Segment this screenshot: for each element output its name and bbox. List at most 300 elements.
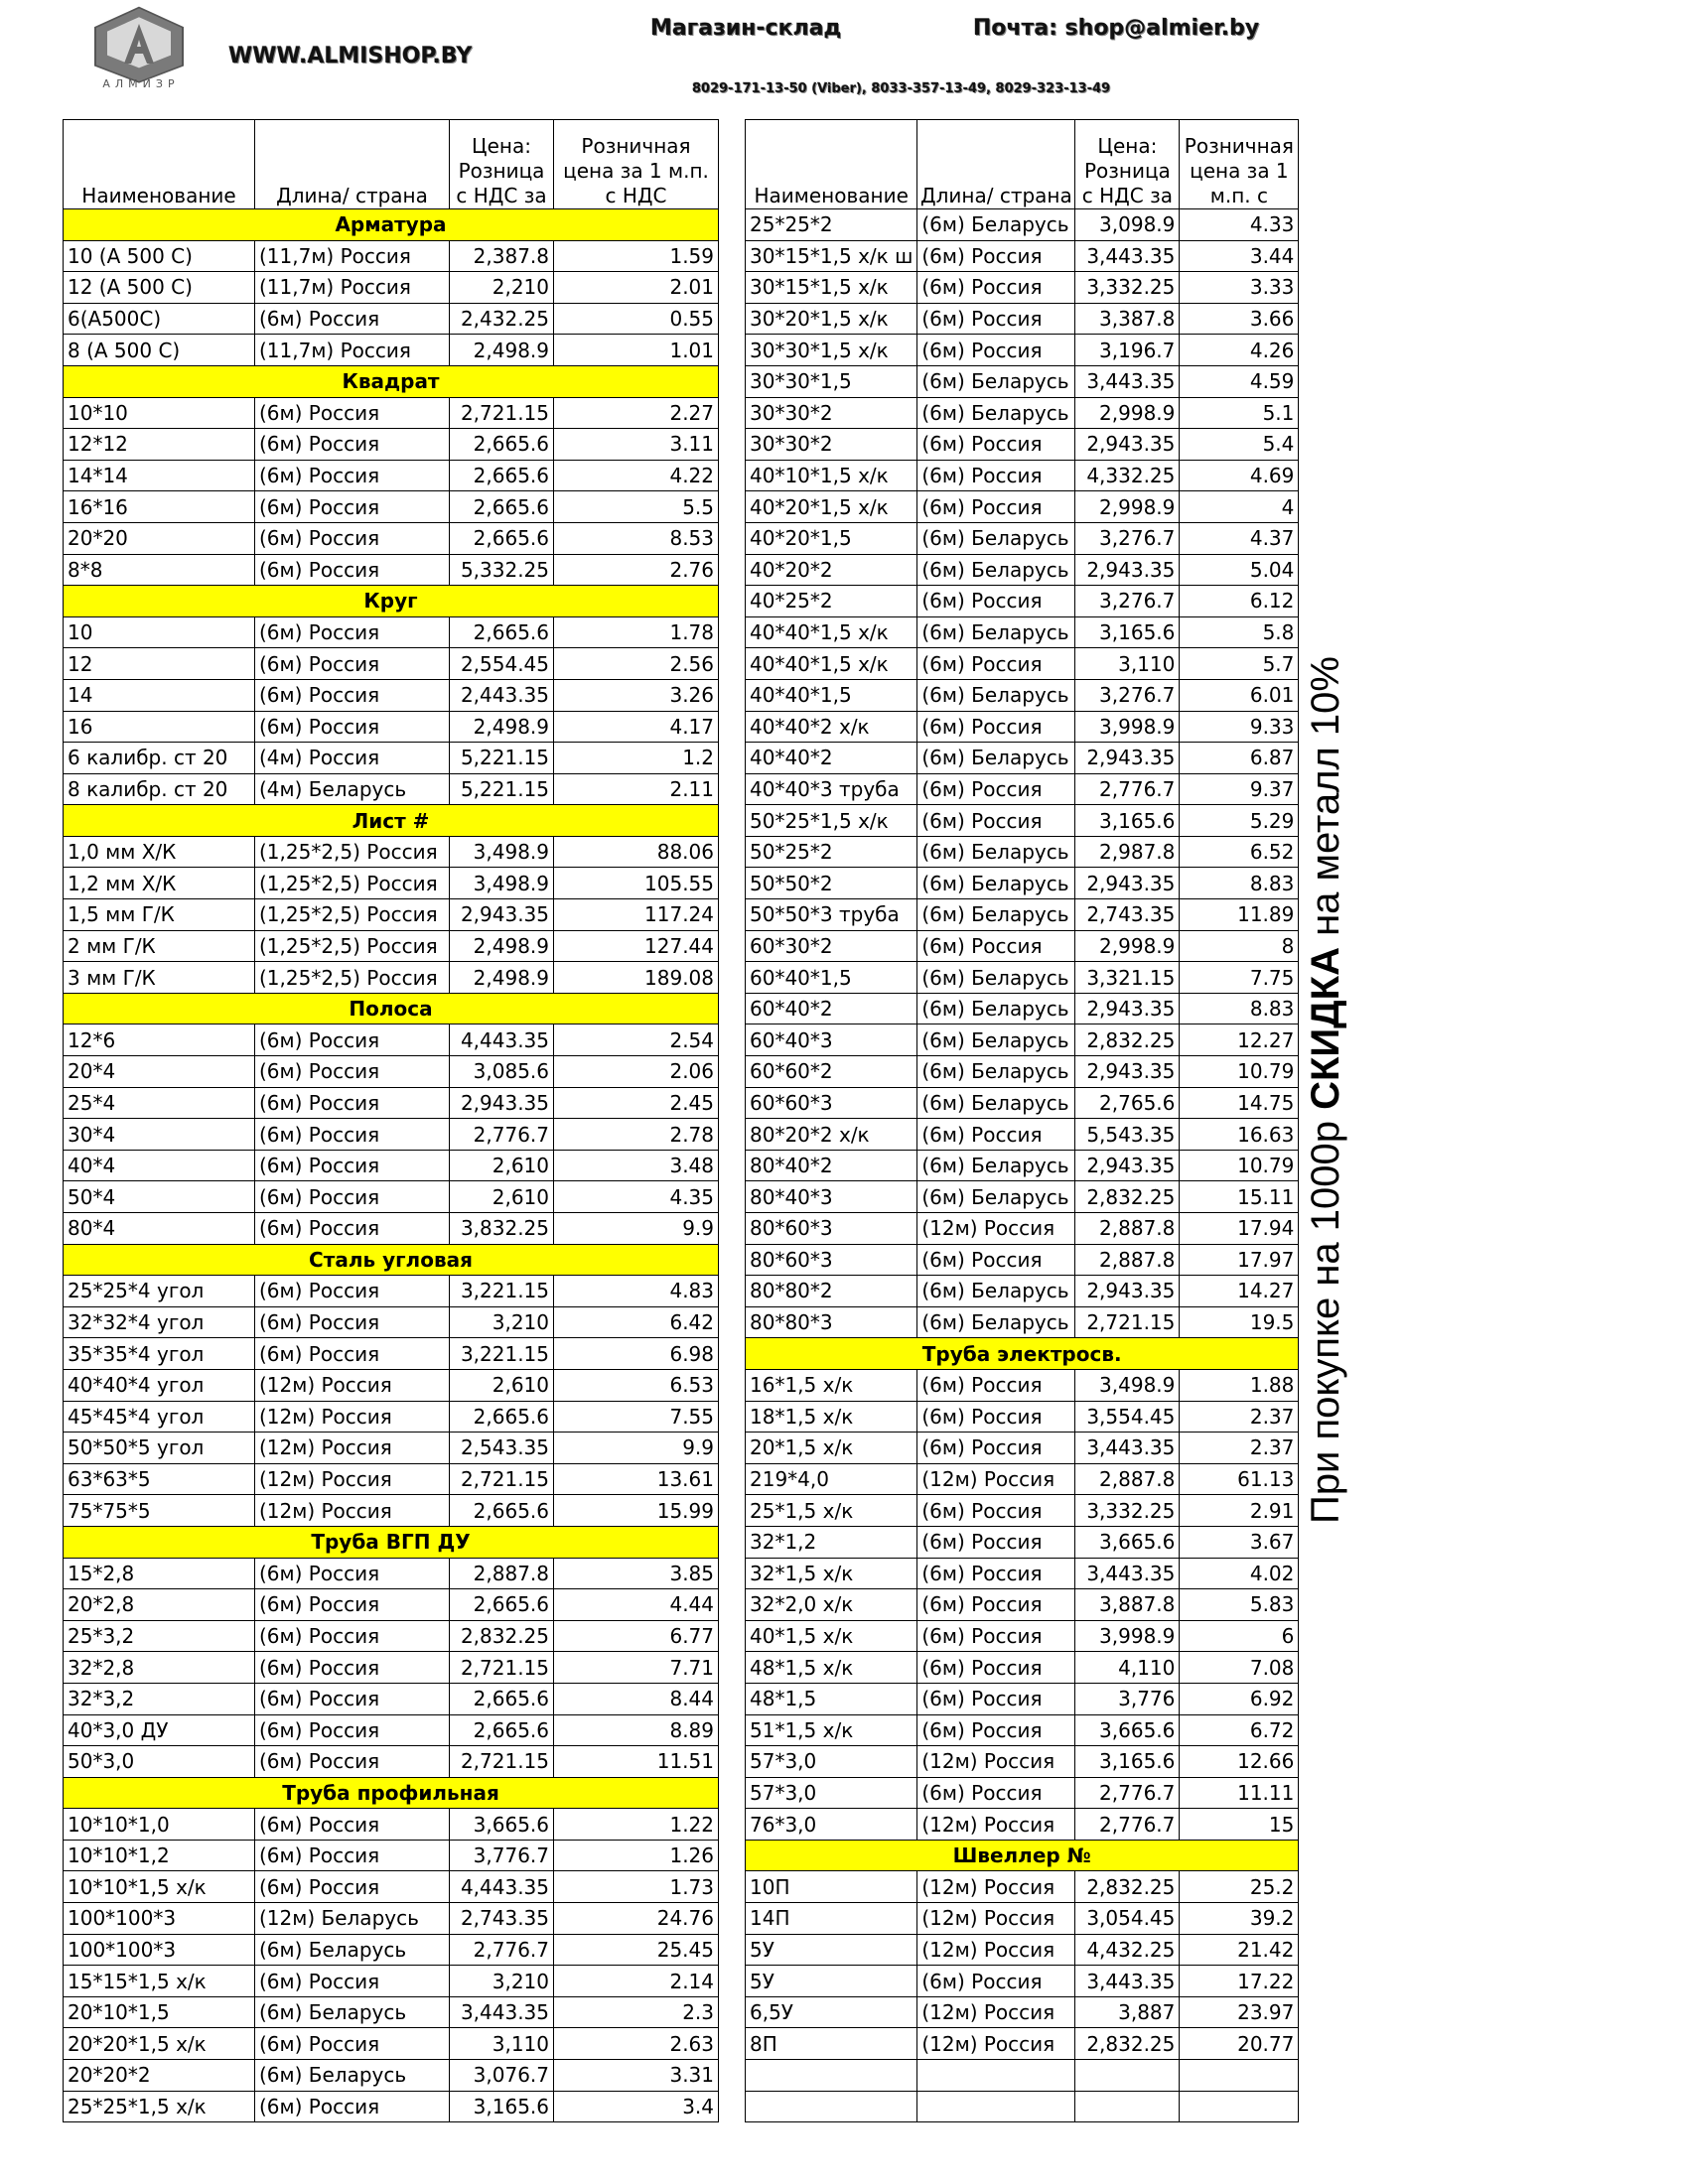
cell-name: 45*45*4 угол (64, 1401, 255, 1433)
table-row (64, 1996, 719, 2028)
cell-meter-price: 2.63 (554, 2028, 719, 2060)
cell-length-country: (6м) Россия (255, 1213, 450, 1245)
cell-name: 60*60*3 (746, 1087, 917, 1119)
cell-length-country: (6м) Россия (917, 335, 1075, 366)
cell-name: 15*2,8 (64, 1558, 255, 1589)
cell-price: 4,110 (1075, 1652, 1180, 1684)
cell-name: 30*15*1,5 х/к (746, 272, 917, 304)
cell-meter-price: 4 (1180, 491, 1299, 523)
cell-price: 2,832.25 (1075, 1871, 1180, 1903)
table-row (64, 335, 719, 366)
cell-name: 25*1,5 х/к (746, 1495, 917, 1527)
cell-length-country: (6м) Россия (255, 397, 450, 429)
cell-price: 5,543.35 (1075, 1119, 1180, 1151)
cell-meter-price: 1.22 (554, 1809, 719, 1841)
cell-price: 2,721.15 (450, 1652, 554, 1684)
cell-meter-price: 3.66 (1180, 303, 1299, 335)
table-row (64, 397, 719, 429)
cell-price: 5,332.25 (450, 554, 554, 586)
section-title: Труба профильная (64, 1777, 719, 1809)
cell-name: 10*10*1,2 (64, 1840, 255, 1871)
table-row (64, 711, 719, 743)
cell-price: 2,998.9 (1075, 491, 1180, 523)
email-contact[interactable]: Почта: shop@almier.by (973, 16, 1260, 41)
cell-name: 76*3,0 (746, 1809, 917, 1841)
table-row (64, 2028, 719, 2060)
cell-length-country: (6м) Россия (255, 554, 450, 586)
cell-meter-price: 1.88 (1180, 1369, 1299, 1401)
cell-price: 2,743.35 (1075, 899, 1180, 931)
cell-name: 20*10*1,5 (64, 1996, 255, 2028)
cell-length-country: (6м) Россия (917, 773, 1075, 805)
cell-meter-price: 13.61 (554, 1463, 719, 1495)
table-row (746, 679, 1299, 711)
cell-name (746, 2091, 917, 2122)
table-row (746, 1401, 1299, 1433)
cell-price: 2,998.9 (1075, 397, 1180, 429)
table-row (746, 868, 1299, 899)
cell-meter-price: 2.76 (554, 554, 719, 586)
cell-meter-price: 5.7 (1180, 648, 1299, 680)
cell-length-country (917, 2091, 1075, 2122)
table-row (746, 773, 1299, 805)
cell-price: 2,210 (450, 272, 554, 304)
cell-length-country: (6м) Россия (917, 1433, 1075, 1464)
cell-length-country: (6м) Беларусь (917, 1087, 1075, 1119)
cell-price: 3,443.35 (1075, 365, 1180, 397)
cell-price: 2,943.35 (450, 1087, 554, 1119)
cell-price: 3,998.9 (1075, 711, 1180, 743)
cell-name: 6 калибр. ст 20 (64, 743, 255, 774)
cell-name: 40*40*3 труба (746, 773, 917, 805)
cell-length-country: (6м) Россия (255, 1119, 450, 1151)
discount-prefix: При покупке на 1000р (1304, 1109, 1347, 1524)
cell-price: 3,998.9 (1075, 1620, 1180, 1652)
cell-meter-price: 3.67 (1180, 1526, 1299, 1558)
cell-price: 3,321.15 (1075, 962, 1180, 994)
cell-price: 3,498.9 (1075, 1369, 1180, 1401)
cell-name: 10 (А 500 С) (64, 240, 255, 272)
cell-name: 20*20*2 (64, 2060, 255, 2092)
cell-name: 30*30*1,5 х/к (746, 335, 917, 366)
cell-length-country: (6м) Россия (255, 303, 450, 335)
section-title: Квадрат (64, 365, 719, 397)
table-row (64, 1966, 719, 1997)
table-row (64, 1840, 719, 1871)
table-row (746, 1966, 1299, 1997)
cell-length-country: (6м) Россия (255, 2091, 450, 2122)
table-row (746, 1244, 1299, 1276)
website-link[interactable]: WWW.ALMISHOP.BY (228, 44, 473, 68)
cell-price: 2,776.7 (1075, 1777, 1180, 1809)
cell-name: 40*1,5 х/к (746, 1620, 917, 1652)
cell-price: 3,665.6 (1075, 1714, 1180, 1746)
cell-length-country: (6м) Россия (255, 648, 450, 680)
cell-meter-price: 2.56 (554, 648, 719, 680)
cell-meter-price: 14.75 (1180, 1087, 1299, 1119)
table-row (64, 1369, 719, 1401)
cell-meter-price: 8 (1180, 930, 1299, 962)
table-row (746, 1746, 1299, 1778)
table-row (64, 1181, 719, 1213)
cell-name: 50*4 (64, 1181, 255, 1213)
cell-price: 2,943.35 (1075, 993, 1180, 1024)
cell-name: 30*4 (64, 1119, 255, 1151)
cell-name: 1,2 мм Х/К (64, 868, 255, 899)
cell-name: 80*80*3 (746, 1306, 917, 1338)
cell-meter-price: 2.06 (554, 1056, 719, 1088)
table-row (64, 1119, 719, 1151)
cell-price: 2,887.8 (450, 1558, 554, 1589)
cell-price: 3,054.45 (1075, 1903, 1180, 1935)
cell-meter-price: 189.08 (554, 962, 719, 994)
section-title: Труба ВГП ДУ (64, 1526, 719, 1558)
cell-price: 2,387.8 (450, 240, 554, 272)
table-row (64, 1934, 719, 1966)
cell-meter-price: 9.37 (1180, 773, 1299, 805)
cell-name: 60*40*3 (746, 1024, 917, 1056)
cell-name: 60*40*1,5 (746, 962, 917, 994)
table-row (746, 1213, 1299, 1245)
cell-name: 32*2,8 (64, 1652, 255, 1684)
cell-length-country: (12м) Россия (917, 1463, 1075, 1495)
cell-length-country: (1,25*2,5) Россия (255, 930, 450, 962)
cell-meter-price: 88.06 (554, 836, 719, 868)
table-row (64, 1683, 719, 1714)
table-row (64, 930, 719, 962)
cell-price: 2,665.6 (450, 1495, 554, 1527)
table-row (746, 522, 1299, 554)
section-header (64, 586, 719, 617)
cell-name: 63*63*5 (64, 1463, 255, 1495)
cell-name: 32*1,5 х/к (746, 1558, 917, 1589)
table-row (746, 429, 1299, 461)
cell-price: 2,665.6 (450, 1714, 554, 1746)
cell-price: 4,332.25 (1075, 460, 1180, 491)
cell-meter-price: 6.92 (1180, 1683, 1299, 1714)
cell-price: 3,210 (450, 1966, 554, 1997)
cell-length-country: (12м) Россия (255, 1433, 450, 1464)
cell-name: 6(А500С) (64, 303, 255, 335)
cell-price: 3,554.45 (1075, 1401, 1180, 1433)
cell-price: 2,432.25 (450, 303, 554, 335)
cell-name: 14П (746, 1903, 917, 1935)
cell-meter-price: 7.75 (1180, 962, 1299, 994)
table-row (64, 2091, 719, 2122)
table-row (746, 962, 1299, 994)
table-row (64, 303, 719, 335)
cell-length-country: (6м) Россия (255, 679, 450, 711)
cell-name: 51*1,5 х/к (746, 1714, 917, 1746)
cell-name: 30*30*2 (746, 397, 917, 429)
cell-price: 2,665.6 (450, 616, 554, 648)
table-row (746, 397, 1299, 429)
cell-meter-price: 3.4 (554, 2091, 719, 2122)
cell-meter-price: 6.77 (554, 1620, 719, 1652)
cell-length-country: (12м) Россия (917, 1934, 1075, 1966)
cell-name: 25*25*2 (746, 209, 917, 241)
table-row (746, 1056, 1299, 1088)
cell-name: 20*20 (64, 522, 255, 554)
cell-meter-price: 2.01 (554, 272, 719, 304)
cell-meter-price: 2.91 (1180, 1495, 1299, 1527)
cell-meter-price: 2.45 (554, 1087, 719, 1119)
cell-length-country: (12м) Россия (255, 1463, 450, 1495)
cell-name: 30*15*1,5 х/к ш (746, 240, 917, 272)
cell-length-country: (6м) Россия (255, 1150, 450, 1181)
cell-meter-price: 25.2 (1180, 1871, 1299, 1903)
cell-length-country: (6м) Россия (917, 460, 1075, 491)
section-header (64, 993, 719, 1024)
cell-length-country: (6м) Россия (917, 429, 1075, 461)
cell-name: 10*10 (64, 397, 255, 429)
cell-price: 4,443.35 (450, 1024, 554, 1056)
table-row (64, 1903, 719, 1935)
cell-length-country: (12м) Россия (255, 1401, 450, 1433)
cell-meter-price: 4.33 (1180, 209, 1299, 241)
cell-price: 2,610 (450, 1181, 554, 1213)
table-row (746, 365, 1299, 397)
cell-price: 2,887.8 (1075, 1213, 1180, 1245)
table-row (64, 1809, 719, 1841)
cell-length-country: (6м) Беларусь (917, 679, 1075, 711)
discount-suffix: на металл 10% (1304, 656, 1347, 948)
cell-meter-price: 5.1 (1180, 397, 1299, 429)
table-row (746, 1087, 1299, 1119)
cell-meter-price: 12.27 (1180, 1024, 1299, 1056)
cell-price: 2,665.6 (450, 522, 554, 554)
cell-length-country: (6м) Беларусь (917, 836, 1075, 868)
table-row (746, 805, 1299, 837)
cell-length-country: (11,7м) Россия (255, 272, 450, 304)
section-title: Полоса (64, 993, 719, 1024)
cell-name: 20*2,8 (64, 1589, 255, 1621)
cell-price: 2,832.25 (1075, 1024, 1180, 1056)
table-row (64, 899, 719, 931)
section-title: Лист # (64, 805, 719, 837)
cell-price: 2,832.25 (1075, 2028, 1180, 2060)
cell-name: 8 калибр. ст 20 (64, 773, 255, 805)
section-title: Швеллер № (746, 1840, 1299, 1871)
table-row (64, 240, 719, 272)
cell-price: 2,943.35 (450, 899, 554, 931)
cell-length-country: (12м) Россия (255, 1369, 450, 1401)
cell-name: 50*3,0 (64, 1746, 255, 1778)
cell-length-country: (12м) Россия (917, 1996, 1075, 2028)
table-row (64, 868, 719, 899)
cell-meter-price: 5.04 (1180, 554, 1299, 586)
table-row (64, 522, 719, 554)
cell-length-country: (6м) Россия (255, 616, 450, 648)
cell-meter-price: 2.78 (554, 1119, 719, 1151)
cell-price: 2,943.35 (1075, 1056, 1180, 1088)
cell-meter-price: 1.2 (554, 743, 719, 774)
cell-meter-price: 5.29 (1180, 805, 1299, 837)
cell-name: 80*60*3 (746, 1213, 917, 1245)
cell-meter-price: 8.44 (554, 1683, 719, 1714)
cell-meter-price: 24.76 (554, 1903, 719, 1935)
table-row (746, 1119, 1299, 1151)
table-row (746, 899, 1299, 931)
cell-price: 2,943.35 (1075, 554, 1180, 586)
cell-meter-price: 9.9 (554, 1433, 719, 1464)
cell-length-country: (6м) Россия (255, 711, 450, 743)
cell-name: 25*25*1,5 х/к (64, 2091, 255, 2122)
cell-length-country: (12м) Россия (917, 1809, 1075, 1841)
table-row (746, 1369, 1299, 1401)
cell-length-country: (6м) Россия (255, 522, 450, 554)
cell-length-country: (6м) Россия (255, 1683, 450, 1714)
cell-price: 4,432.25 (1075, 1934, 1180, 1966)
cell-length-country: (1,25*2,5) Россия (255, 962, 450, 994)
cell-price: 2,743.35 (450, 1903, 554, 1935)
cell-meter-price: 2.37 (1180, 1401, 1299, 1433)
cell-name: 14*14 (64, 460, 255, 491)
table-row (64, 1087, 719, 1119)
cell-price: 3,776 (1075, 1683, 1180, 1714)
table-row (746, 491, 1299, 523)
table-row (746, 2060, 1299, 2092)
table-row (746, 209, 1299, 241)
cell-name: 32*32*4 угол (64, 1306, 255, 1338)
cell-meter-price: 9.9 (554, 1213, 719, 1245)
cell-meter-price: 3.11 (554, 429, 719, 461)
table-row (746, 1181, 1299, 1213)
cell-meter-price: 5.83 (1180, 1589, 1299, 1621)
cell-price: 3,165.6 (1075, 805, 1180, 837)
cell-name: 80*40*2 (746, 1150, 917, 1181)
cell-name: 30*20*1,5 х/к (746, 303, 917, 335)
cell-price: 2,832.25 (450, 1620, 554, 1652)
cell-length-country: (6м) Россия (255, 1056, 450, 1088)
table-row (746, 1526, 1299, 1558)
cell-name: 12 (64, 648, 255, 680)
table-row (64, 743, 719, 774)
table-row (64, 836, 719, 868)
cell-price: 2,498.9 (450, 711, 554, 743)
cell-length-country: (6м) Россия (917, 648, 1075, 680)
cell-name: 30*30*1,5 (746, 365, 917, 397)
col-header-name: Наименование (746, 120, 917, 209)
cell-name: 50*50*2 (746, 868, 917, 899)
cell-price: 2,776.7 (1075, 773, 1180, 805)
cell-name: 8*8 (64, 554, 255, 586)
table-row (746, 930, 1299, 962)
cell-length-country: (6м) Россия (255, 1840, 450, 1871)
cell-length-country: (6м) Россия (917, 1966, 1075, 1997)
cell-price: 2,721.15 (450, 397, 554, 429)
cell-price: 2,998.9 (1075, 930, 1180, 962)
table-row (746, 993, 1299, 1024)
cell-name: 25*3,2 (64, 1620, 255, 1652)
cell-name: 40*40*1,5 х/к (746, 648, 917, 680)
table-row (746, 1495, 1299, 1527)
cell-price: 3,665.6 (450, 1809, 554, 1841)
cell-meter-price: 6.98 (554, 1338, 719, 1370)
cell-price: 3,210 (450, 1306, 554, 1338)
cell-price: 2,665.6 (450, 1683, 554, 1714)
cell-length-country: (12м) Россия (255, 1495, 450, 1527)
cell-name: 40*10*1,5 х/к (746, 460, 917, 491)
table-row (746, 272, 1299, 304)
cell-length-country: (6м) Беларусь (917, 1024, 1075, 1056)
cell-meter-price (1180, 2091, 1299, 2122)
cell-name: 40*40*4 угол (64, 1369, 255, 1401)
cell-price: 3,165.6 (450, 2091, 554, 2122)
cell-meter-price: 17.97 (1180, 1244, 1299, 1276)
cell-length-country: (6м) Беларусь (917, 899, 1075, 931)
cell-meter-price: 2.11 (554, 773, 719, 805)
table-row (64, 1463, 719, 1495)
cell-meter-price: 17.94 (1180, 1213, 1299, 1245)
cell-meter-price: 6.52 (1180, 836, 1299, 868)
cell-meter-price: 6 (1180, 1620, 1299, 1652)
col-header-meter-price: Розничная цена за 1 м.п. с НДС (554, 120, 719, 209)
table-row (746, 1903, 1299, 1935)
cell-length-country: (6м) Россия (255, 2028, 450, 2060)
table-row (64, 1871, 719, 1903)
cell-meter-price: 6.12 (1180, 586, 1299, 617)
cell-price: 2,943.35 (1075, 1150, 1180, 1181)
table-row (64, 1056, 719, 1088)
cell-length-country: (6м) Россия (255, 1809, 450, 1841)
table-row (746, 554, 1299, 586)
cell-price: 3,887 (1075, 1996, 1180, 2028)
table-row (64, 1714, 719, 1746)
cell-price: 2,665.6 (450, 429, 554, 461)
cell-price: 2,610 (450, 1369, 554, 1401)
cell-meter-price: 0.55 (554, 303, 719, 335)
cell-meter-price: 3.31 (554, 2060, 719, 2092)
col-header-length: Длина/ страна (255, 120, 450, 209)
cell-length-country: (6м) Россия (917, 1369, 1075, 1401)
cell-length-country: (11,7м) Россия (255, 335, 450, 366)
cell-length-country: (6м) Россия (255, 1589, 450, 1621)
cell-length-country: (12м) Россия (917, 1903, 1075, 1935)
cell-length-country: (6м) Беларусь (917, 1056, 1075, 1088)
table-row (64, 1401, 719, 1433)
cell-meter-price: 8.89 (554, 1714, 719, 1746)
logo-text: АЛМИЗР (102, 77, 180, 90)
cell-name: 40*20*2 (746, 554, 917, 586)
cell-name (746, 2060, 917, 2092)
cell-meter-price: 4.44 (554, 1589, 719, 1621)
cell-price: 2,443.35 (450, 679, 554, 711)
price-table-left (63, 119, 719, 2122)
table-row (64, 1746, 719, 1778)
cell-length-country: (6м) Россия (255, 491, 450, 523)
section-title: Арматура (64, 209, 719, 241)
cell-name: 2 мм Г/К (64, 930, 255, 962)
cell-meter-price: 21.42 (1180, 1934, 1299, 1966)
cell-length-country: (6м) Россия (917, 1777, 1075, 1809)
cell-name: 40*40*1,5 х/к (746, 616, 917, 648)
cell-price: 3,665.6 (1075, 1526, 1180, 1558)
cell-meter-price: 15 (1180, 1809, 1299, 1841)
cell-name: 10П (746, 1871, 917, 1903)
cell-length-country: (6м) Россия (917, 1119, 1075, 1151)
cell-meter-price: 12.66 (1180, 1746, 1299, 1778)
table-row (746, 1714, 1299, 1746)
cell-meter-price: 1.01 (554, 335, 719, 366)
cell-length-country: (6м) Беларусь (917, 616, 1075, 648)
section-title: Сталь угловая (64, 1244, 719, 1276)
cell-length-country: (12м) Россия (917, 1746, 1075, 1778)
cell-length-country: (6м) Россия (255, 1338, 450, 1370)
cell-name: 75*75*5 (64, 1495, 255, 1527)
cell-length-country: (6м) Россия (917, 1526, 1075, 1558)
cell-name: 48*1,5 х/к (746, 1652, 917, 1684)
